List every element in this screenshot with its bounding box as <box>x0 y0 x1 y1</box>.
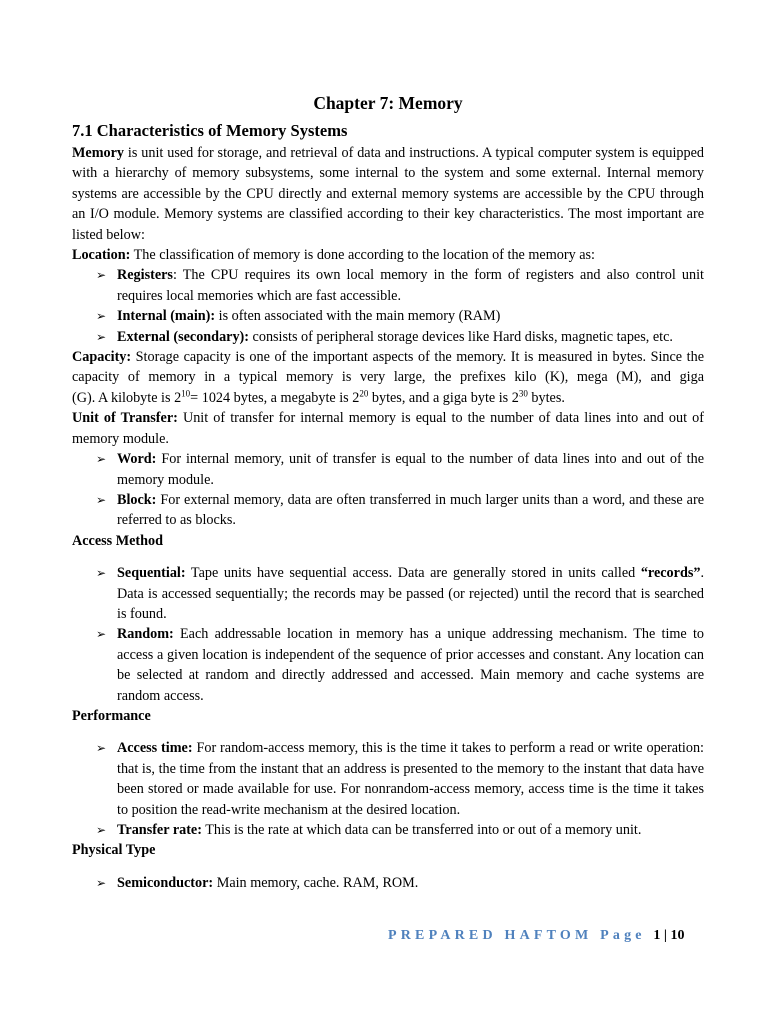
list-item: ➢ Sequential: Tape units have sequential access. Data are generally stored in units called “records”. Data is accessed sequentially; the records may be passed (or rejected) until the record that is searched is found. <box>96 565 704 622</box>
arrow-bullet-icon: ➢ <box>96 309 107 324</box>
capacity-paragraph-cont: (G). A kilobyte is $2^{10}= 1024$ bytes, a megabyte is $2^{20}$ bytes, and a giga byte is $2^{30}$ bytes. <box>72 388 565 406</box>
access-method-heading: Access Method <box>72 532 164 549</box>
section-title: 7.1 Characteristics of Memory Systems <box>72 121 348 140</box>
arrow-bullet-icon: ➢ <box>96 566 107 581</box>
performance-list <box>72 738 704 840</box>
page-total: 10 <box>670 928 685 943</box>
capacity-paragraph: Capacity: Storage capacity is one of the important aspects of the memory. It is measured in bytes. Since the capacity of memory in a typical memory is very large, the prefixes kilo (K), mega (M), and giga <box>72 349 704 386</box>
intro-term: Memory <box>72 145 124 161</box>
arrow-bullet-icon: ➢ <box>96 329 107 344</box>
chapter-title: Chapter 7: Memory <box>313 93 463 113</box>
arrow-bullet-icon: ➢ <box>96 492 107 507</box>
page-content <box>72 92 704 893</box>
list-item: ➢ Internal (main): is often associated with the main memory (RAM) <box>72 306 704 326</box>
location-paragraph: Location: The classification of memory is done according to the location of the memory as: <box>72 247 595 264</box>
location-list <box>72 265 704 347</box>
arrow-bullet-icon: ➢ <box>96 741 107 756</box>
page-number: 1 <box>653 928 661 943</box>
physical-type-heading: Physical Type <box>72 842 156 859</box>
spacer <box>72 861 704 873</box>
arrow-bullet-icon: ➢ <box>96 823 107 837</box>
page-footer <box>388 926 684 946</box>
list-item: ➢ External (secondary): consists of peripheral storage devices like Hard disks, magnetic tapes, etc. <box>72 327 704 347</box>
list-item: ➢ Access time: For random-access memory, this is the time it takes to perform a read or write operation: that is, the time from the instant that an address is presented to the memory to the instant that data have been stored or made available for use. For nonrandom-access memory, access time is the time it takes to position the read-write mechanism at the desired location. <box>96 740 705 818</box>
list-item: ➢ Block: For external memory, data are often transferred in much larger units than a word, and these are referred to as blocks. <box>96 491 704 529</box>
intro-text: is unit used for storage, and retrieval of data and instructions. A typical computer system is equipped with a hierarchy of memory subsystems, some internal to the system and some external. Internal memory systems are accessible by the CPU directly and external memory systems are accessible by the CPU through an I/O module. Memory systems are classified according to their key characteristics. The most important are listed below: <box>72 145 704 243</box>
performance-heading: Performance <box>72 707 151 724</box>
list-item: ➢ Semiconductor: Main memory, cache. RAM, ROM. <box>72 873 704 893</box>
arrow-bullet-icon: ➢ <box>96 875 107 890</box>
location-term: Location: <box>72 247 131 264</box>
footer-label: PREPARED HAFTOM Page <box>388 928 654 943</box>
page-separator: | <box>660 928 671 943</box>
access-method-list <box>72 563 704 706</box>
unit-transfer-paragraph: Unit of Transfer: Unit of transfer for internal memory is equal to the number of data lines into and out of memory module. <box>72 410 704 447</box>
list-item: ➢ Transfer rate: This is the rate at which data can be transferred into or out of a memory unit. <box>72 820 704 840</box>
unit-transfer-term: Unit of Transfer: <box>72 410 178 427</box>
list-item: ➢ Registers: The CPU requires its own local memory in the form of registers and also control unit requires local memories which are fast accessible. <box>96 267 704 304</box>
arrow-bullet-icon: ➢ <box>96 268 107 283</box>
arrow-bullet-icon: ➢ <box>96 627 107 642</box>
physical-type-list <box>72 873 704 893</box>
intro-paragraph <box>72 143 704 245</box>
list-item: ➢ Word: For internal memory, unit of transfer is equal to the number of data lines into and out of the memory module. <box>96 451 704 488</box>
spacer <box>72 551 704 563</box>
spacer <box>72 726 704 738</box>
arrow-bullet-icon: ➢ <box>96 452 107 467</box>
capacity-term: Capacity: <box>72 349 132 366</box>
list-item: ➢ Random: Each addressable location in memory has a unique addressing mechanism. The time to access a given location is independent of the sequence of prior accesses and constant. Any location can be selected at random and directly addressed and accessed. Main memory and cache systems are random access. <box>96 626 704 704</box>
unit-transfer-list <box>72 449 704 531</box>
